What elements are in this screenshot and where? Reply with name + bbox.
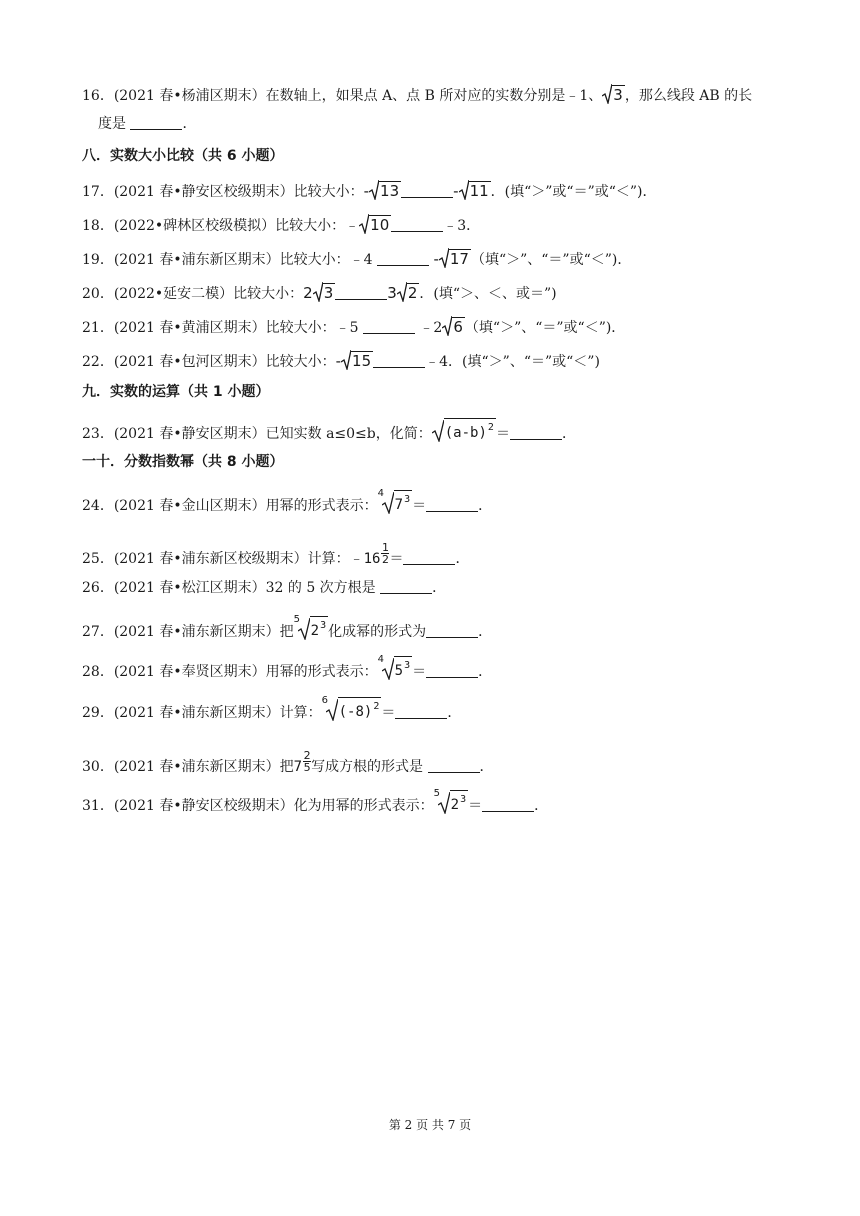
- sqrt-2: [397, 282, 420, 302]
- q22-end: ﹣4．(填“＞”、“＝”或“＜”): [425, 354, 600, 370]
- sqrt-11: [459, 180, 491, 200]
- q23-exponent: 2: [487, 422, 494, 433]
- q28-root-index: 4: [377, 654, 384, 665]
- answer-blank[interactable]: [426, 663, 478, 678]
- q27-text: 27．(2021 春•浦东新区期末）把: [82, 624, 294, 640]
- q17-end: ．(填“＞”或“＝”或“＜”)．: [490, 184, 657, 200]
- q25-equals: ＝: [389, 551, 404, 567]
- q23-text: 23．(2021 春•静安区期末）已知实数 a≤0≤b，化简：: [82, 426, 432, 442]
- question-20: [82, 282, 557, 304]
- q18-radicand: 10: [370, 216, 390, 234]
- q25-base: ﹣16: [349, 551, 381, 567]
- q30-end: ．: [479, 759, 494, 775]
- q26-text: 26．(2021 春•松江区期末）32 的 5 次方根是: [82, 580, 376, 596]
- fraction-exponent: [303, 750, 311, 773]
- q31-root-index: 5: [433, 788, 440, 799]
- question-18: [82, 214, 480, 236]
- q31-end: ．: [534, 798, 549, 814]
- q24-equals: ＝: [412, 498, 427, 514]
- q19-end: （填“＞”、“＝”或“＜”)．: [470, 252, 632, 268]
- sqrt-3: [602, 84, 625, 104]
- q25-end: ．: [455, 551, 470, 567]
- answer-blank[interactable]: [380, 579, 432, 594]
- section-9-heading: 九．实数的运算（共 1 小题）: [82, 384, 270, 400]
- q28-end: ．: [478, 664, 493, 680]
- question-23: [82, 418, 576, 444]
- nth-root: [434, 790, 468, 814]
- section-10-heading: 一十．分数指数幂（共 8 小题）: [82, 454, 284, 470]
- answer-blank[interactable]: [482, 797, 534, 812]
- q29-exponent: 2: [373, 701, 380, 712]
- sqrt-6: [442, 316, 465, 336]
- q24-text: 24．(2021 春•金山区期末）用幂的形式表示：: [82, 498, 378, 514]
- q30-base: 7: [293, 759, 303, 775]
- q23-radicand: (a-b): [444, 425, 487, 441]
- q21-end: （填“＞”、“＝”或“＜”)．: [464, 320, 626, 336]
- nth-root: [322, 697, 382, 721]
- q30-tail: 写成方根的形式是: [311, 759, 424, 775]
- question-27: [82, 616, 492, 642]
- q20-coef2: 3: [387, 284, 397, 302]
- answer-blank[interactable]: [426, 623, 478, 638]
- question-25: [82, 542, 469, 569]
- question-21: [82, 316, 625, 338]
- q16-end: ．: [182, 116, 197, 132]
- q28-exponent: 3: [404, 660, 411, 671]
- sqrt-expression: [432, 418, 496, 442]
- q27-end: ．: [478, 624, 493, 640]
- q20-text: 20．(2022•延安二模）比较大小：: [82, 286, 304, 302]
- question-24: [82, 490, 492, 516]
- nth-root: [378, 656, 412, 680]
- answer-blank[interactable]: [391, 217, 443, 232]
- q28-base: 5: [394, 663, 404, 679]
- answer-blank[interactable]: [130, 115, 182, 130]
- sqrt-17: [439, 248, 471, 268]
- question-26: [82, 578, 446, 598]
- q29-end: ．: [447, 705, 462, 721]
- q28-text: 28．(2021 春•奉贤区期末）用幂的形式表示：: [82, 664, 378, 680]
- q16-tail: ，那么线段 AB 的长: [624, 88, 753, 104]
- answer-blank[interactable]: [426, 497, 478, 512]
- q29-base: (-8): [338, 704, 373, 720]
- q19-text: 19．(2021 春•浦东新区期末）比较大小：﹣4: [82, 252, 377, 268]
- q16-text2: 度是: [98, 116, 126, 132]
- q27-root-index: 5: [293, 614, 300, 625]
- q29-root-index: 6: [321, 695, 328, 706]
- answer-blank[interactable]: [395, 704, 447, 719]
- q24-root-index: 4: [377, 488, 384, 499]
- question-28: [82, 656, 492, 682]
- q27-tail: 化成幂的形式为: [328, 624, 427, 640]
- question-17: 17．(2021 春•静安区校级期末）比较大小：- 13 - 11 ．(填“＞”或“＝”或“＜”)．: [82, 182, 657, 200]
- answer-blank[interactable]: [335, 285, 387, 300]
- q31-exponent: 3: [460, 794, 467, 805]
- question-31: [82, 790, 548, 816]
- q17-radicand-b: 11: [469, 182, 489, 200]
- q31-equals: ＝: [468, 798, 483, 814]
- q24-end: ．: [478, 498, 493, 514]
- question-29: [82, 697, 461, 723]
- q26-end: ．: [432, 580, 447, 596]
- question-16-cont: [98, 114, 196, 134]
- q22-radicand: 15: [352, 352, 372, 370]
- page-footer: 第 2 页 共 7 页: [388, 1118, 472, 1132]
- q30-den: 5: [303, 761, 311, 774]
- answer-blank[interactable]: [377, 251, 429, 266]
- q17-text: 17．(2021 春•静安区校级期末）比较大小：: [82, 184, 364, 200]
- q20-end: ．(填“＞、＜、或＝”): [419, 286, 557, 302]
- q18-text: 18．(2022•碑林区校级模拟）比较大小：﹣: [82, 218, 360, 234]
- q31-text: 31．(2021 春•静安区校级期末）化为用幂的形式表示：: [82, 798, 434, 814]
- q30-num: 2: [303, 749, 311, 762]
- nth-root: [378, 490, 412, 514]
- q31-base: 2: [450, 797, 460, 813]
- sqrt-10: [359, 214, 391, 234]
- section-8-heading: 八．实数大小比较（共 6 小题）: [82, 148, 284, 164]
- q27-exponent: 3: [320, 620, 327, 631]
- q20-coef1: 2: [303, 284, 313, 302]
- q16-text: 16．(2021 春•杨浦区期末）在数轴上，如果点 A、点 B 所对应的实数分别是﹣1、: [82, 88, 603, 104]
- q29-text: 29．(2021 春•浦东新区期末）计算：: [82, 705, 322, 721]
- q29-equals: ＝: [381, 705, 396, 721]
- answer-blank[interactable]: [510, 425, 562, 440]
- answer-blank[interactable]: [428, 758, 480, 773]
- q21-mid: ﹣2: [419, 320, 443, 336]
- sqrt-3: [313, 282, 336, 302]
- answer-blank[interactable]: [363, 319, 415, 334]
- q27-base: 2: [310, 623, 320, 639]
- answer-blank[interactable]: [403, 550, 455, 565]
- answer-blank[interactable]: [373, 353, 425, 368]
- q23-equals: ＝: [495, 426, 510, 442]
- question-19: 19．(2021 春•浦东新区期末）比较大小：﹣4 - 17 （填“＞”、“＝”或“＜”)．: [82, 250, 632, 268]
- q21-radicand: 6: [453, 318, 463, 336]
- q30-text: 30．(2021 春•浦东新区期末）把: [82, 759, 294, 775]
- q20-radicand1: 3: [323, 284, 334, 302]
- answer-blank[interactable]: [401, 183, 453, 198]
- q19-radicand: 17: [449, 250, 469, 268]
- q18-end: ﹣3．: [443, 218, 481, 234]
- q17-radicand-a: 13: [380, 182, 400, 200]
- sqrt-15: [341, 350, 373, 370]
- q25-den: 2: [381, 553, 389, 566]
- q28-equals: ＝: [412, 664, 427, 680]
- q22-text: 22．(2021 春•包河区期末）比较大小：: [82, 354, 336, 370]
- q16-radicand: 3: [613, 86, 623, 104]
- q21-text: 21．(2021 春•黄浦区期末）比较大小：﹣5: [82, 320, 363, 336]
- nth-root: [294, 616, 328, 640]
- q24-base: 7: [394, 497, 404, 513]
- q25-num: 1: [381, 541, 389, 554]
- question-16: [82, 84, 752, 106]
- q20-radicand2: 2: [407, 284, 418, 302]
- question-30: [82, 750, 494, 777]
- sqrt-13: [369, 180, 401, 200]
- q25-text: 25．(2021 春•浦东新区校级期末）计算：: [82, 551, 350, 567]
- question-22: 22．(2021 春•包河区期末）比较大小：- 15 ﹣4．(填“＞”、“＝”或“＜”): [82, 352, 600, 370]
- q24-exponent: 3: [404, 494, 411, 505]
- q23-end: ．: [561, 426, 576, 442]
